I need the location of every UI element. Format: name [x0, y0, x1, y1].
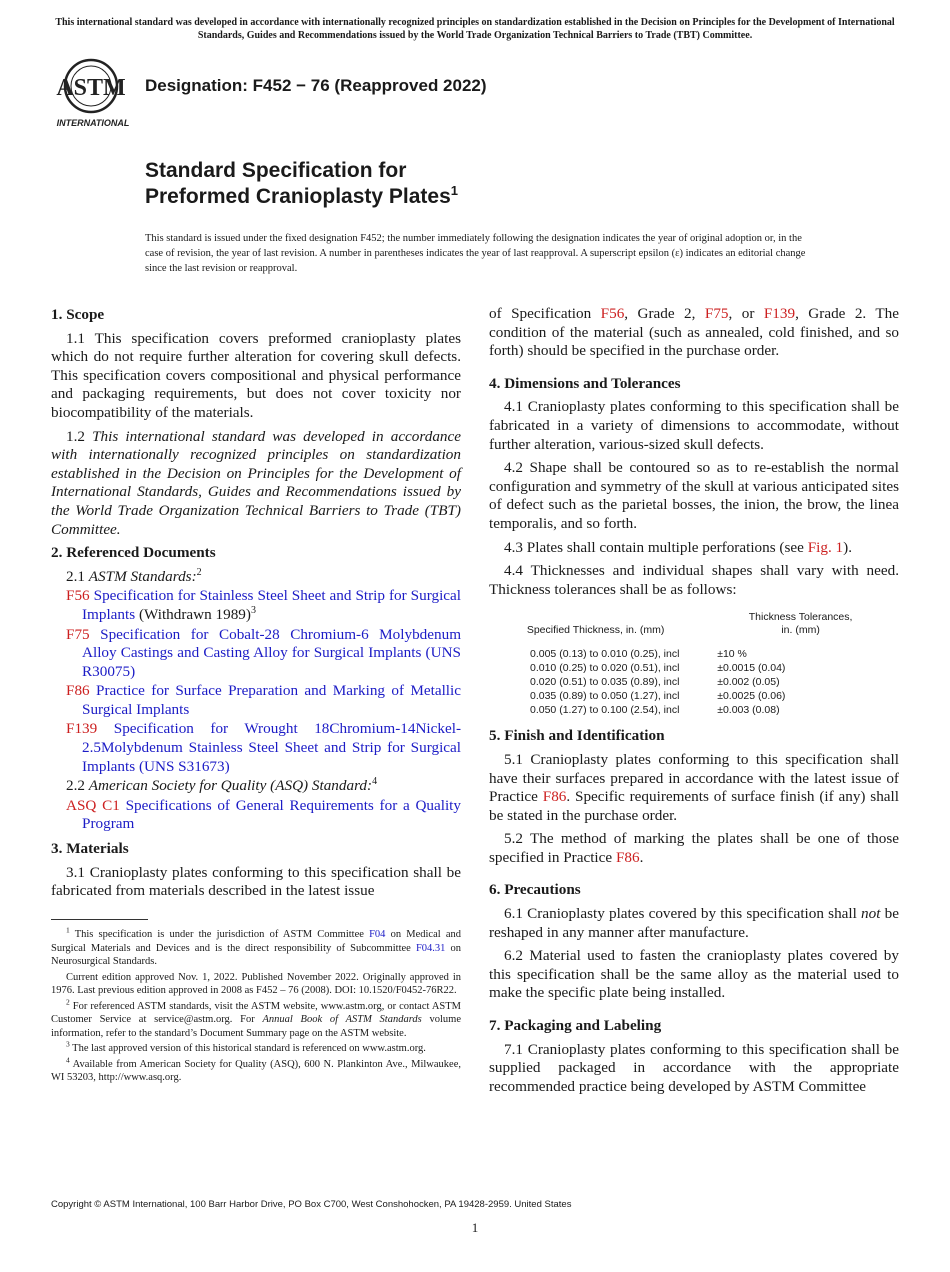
- para-4-2: 4.2 Shape shall be contoured so as to re-establish the normal configuration and symmetry of the skull at various anticipated sites of defect such as the parietal bosses, the inion, the brow, the linea temporalis, and so forth.: [489, 459, 899, 532]
- section-dimensions-heading: 4. Dimensions and Tolerances: [489, 374, 681, 392]
- para-2-2: 2.2 American Society for Quality (ASQ) Standard:$^4$: [66, 776, 378, 795]
- para-5-2: 5.2 The method of marking the plates shall be one of those specified in Practice F86.: [489, 830, 899, 866]
- ref-f75[interactable]: F75 Specification for Cobalt-28 Chromium-6 Molybdenum Alloy Castings and Casting Alloy for Surgical Implants (UNS R30075): [66, 625, 462, 680]
- section-scope-heading: 1. Scope: [51, 306, 105, 323]
- thickness-tolerance-table: [489, 607, 899, 717]
- footnote-2: $^2$ For referenced ASTM standards, visit the ASTM website, www.astm.org, or contact ASTM Customer Service at service@astm.org. For Annual Book of ASTM Standards volume information, refer to the standard’s Document Summary page on the ASTM website.: [51, 997, 461, 1039]
- designation: Designation: F452 − 76 (Reapproved 2022): [145, 76, 487, 95]
- title-line-2: Preformed Cranioplasty Plates: [145, 185, 451, 208]
- footnote-3: $^3$ The last approved version of this historical standard is referenced on www.astm.org.: [66, 1039, 426, 1054]
- section-materials-heading: 3. Materials: [51, 840, 129, 858]
- para-4-1: 4.1 Cranioplasty plates conforming to this specification shall be fabricated in a variety of dimensions to accommodate, without further alteration, various-sized skull defects.: [489, 398, 899, 453]
- table-row: 0.005 (0.13) to 0.010 (0.25), incl ±10 %: [530, 648, 747, 661]
- para-5-1: 5.1 Cranioplasty plates conforming to this specification shall have their surfaces prepared in accordance with the latest issue of Practice F86. Specific requirements of surface finish (if any) shall be stated in the purchase order.: [489, 750, 899, 824]
- link-f04-31[interactable]: F04.31: [415, 942, 446, 954]
- title-line-1: Standard Specification for: [145, 159, 407, 182]
- para-3-1-cont: of Specification F56, Grade 2, F75, or F139, Grade 2. The condition of the material (such as annealed, cold finished, and so forth) should be specified in the purchase order.: [489, 305, 899, 360]
- ref-f56[interactable]: F56 Specification for Stainless Steel Sheet and Strip for Surgical Implants (Withdrawn 1989)$^3$: [66, 587, 462, 623]
- link-fig-1[interactable]: Fig. 1: [807, 538, 844, 556]
- para-1-2: 1.2 This international standard was developed in accordance with internationally recognized principles on standardization established in the Decision on Principles for the Development of International Standards, Guides and Recommendations issued by the World Trade Organization Technical Barriers to Trade (TBT) Committee.: [51, 427, 462, 538]
- para-7-1: 7.1 Cranioplasty plates conforming to this specification shall be supplied packaged in accordance with the appropriate recommended practice being developed by ASTM Committee: [489, 1040, 899, 1095]
- para-1-1: 1.1 This specification covers preformed cranioplasty plates which do not require further alteration for covering skull defects. This specification covers compositional and physical performance and packaging requirements, but does not cover toxicity nor biocompatibility of the materials.: [51, 329, 461, 421]
- astm-logo: [54, 58, 134, 130]
- para-4-3: 4.3 Plates shall contain multiple perforations (see Fig. 1).: [504, 538, 852, 556]
- footnote-1-edition: Current edition approved Nov. 1, 2022. Published November 2022. Originally approved in 1976. Last previous edition approved in 2008 as F452 – 76 (2008). DOI: 10.1520/F0452-76R22.: [51, 971, 461, 996]
- left-column: [51, 306, 461, 906]
- table-row: 0.010 (0.25) to 0.020 (0.51), incl ±0.0015 (0.04): [530, 662, 786, 675]
- para-4-4: 4.4 Thicknesses and individual shapes shall vary with need. Thickness tolerances shall be as follows:: [489, 562, 899, 598]
- link-f139[interactable]: F139: [763, 305, 796, 322]
- table-row: 0.050 (1.27) to 0.100 (2.54), incl ±0.003 (0.08): [530, 704, 780, 717]
- ref-f86[interactable]: F86 Practice for Surface Preparation and Marking of Metallic Surgical Implants: [66, 682, 461, 718]
- issued-note: This standard is issued under the fixed designation F452; the number immediately following the designation indicates the year of original adoption or, in the case of revision, the year of last revision. A number in parentheses indicates the year of last reapproval. A superscript epsilon (ε) indicates an editorial change since the last revision or reapproval.: [145, 233, 806, 274]
- title-footnote-mark: 1: [450, 183, 459, 198]
- link-f04[interactable]: F04: [369, 929, 386, 940]
- table-row: 0.020 (0.51) to 0.035 (0.89), incl ±0.002 (0.05): [530, 676, 780, 689]
- table-header-thickness: Specified Thickness, in. (mm): [526, 624, 665, 637]
- footnotes: [51, 925, 461, 1087]
- footnote-4: $^4$ Available from American Society for Quality (ASQ), 600 N. Plankinton Ave., Milwaukee, WI 53203, http://www.asq.org.: [51, 1055, 461, 1083]
- link-f86-a[interactable]: F86: [542, 788, 567, 806]
- link-f75[interactable]: F75: [704, 305, 729, 322]
- section-references-heading: 2. Referenced Documents: [51, 544, 216, 562]
- para-2-1: 2.1 ASTM Standards:$^2$: [66, 566, 202, 585]
- ref-f139[interactable]: F139 Specification for Wrought 18Chromium-14Nickel-2.5Molybdenum Stainless Steel Sheet and Strip for Surgical Implants (UNS S31673): [66, 720, 462, 775]
- ref-asq-c1[interactable]: ASQ C1 Specifications of General Requirements for a Quality Program: [66, 796, 461, 833]
- footnote-1: $^1$ This specification is under the jurisdiction of ASTM Committee F04 on Medical and Surgical Materials and Devices and is the direct responsibility of Subcommittee F04.31 on Neurosurgical Standards.: [51, 925, 461, 967]
- page-number: 1: [471, 1220, 479, 1235]
- para-3-1-start: 3.1 Cranioplasty plates conforming to this specification shall be fabricated from materials described in the latest issue: [51, 863, 461, 900]
- logo-subtext: INTERNATIONAL: [56, 118, 130, 128]
- copyright: Copyright © ASTM International, 100 Barr Harbor Drive, PO Box C700, West Conshohocken, PA 19428-2959. United States: [51, 1199, 572, 1210]
- right-column: [489, 305, 899, 1101]
- section-precautions-heading: 6. Precautions: [489, 881, 581, 899]
- link-f56[interactable]: F56: [600, 305, 625, 322]
- section-packaging-heading: 7. Packaging and Labeling: [489, 1017, 662, 1035]
- page-title: [145, 158, 458, 210]
- link-f86-b[interactable]: F86: [615, 848, 640, 866]
- logo-text: ASTM: [56, 75, 126, 101]
- table-header-tolerance: Thickness Tolerances, in. (mm): [748, 611, 853, 637]
- section-finish-heading: 5. Finish and Identification: [489, 727, 665, 745]
- top-notice: This international standard was developed in accordance with internationally recognized principles on standardization established in the Decision on Principles for the Development of International Standards, Guides and Recommendations issued by the World Trade Organization Technical Barriers to Trade (TBT) Committee.: [55, 17, 895, 41]
- para-6-2: 6.2 Material used to fasten the cranioplasty plates covered by this specification shall be the same alloy as the material used to make the specific plate being installed.: [489, 947, 899, 1002]
- footnote-divider: [51, 919, 148, 920]
- para-6-1: 6.1 Cranioplasty plates covered by this specification shall not be reshaped in any manner after manufacture.: [489, 905, 899, 941]
- table-row: 0.035 (0.89) to 0.050 (1.27), incl ±0.0025 (0.06): [530, 690, 786, 703]
